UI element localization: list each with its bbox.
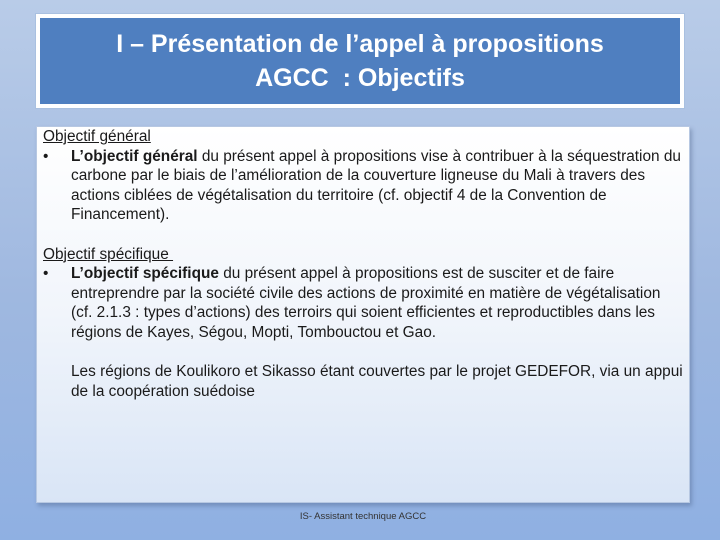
regions-note: Les régions de Koulikoro et Sikasso étant couvertes par le projet GEDEFOR, via un appui de la coopération suédoise xyxy=(71,363,683,400)
slide-title xyxy=(36,14,684,108)
general-objective-body: du présent appel à propositions vise à contribuer à la séquestration du carbone par le biais de l’amélioration de la couverture ligneuse du Mali à travers des actions ciblées de végétalisation du territoire (cf. objectif 4 de la Convention de Financement). xyxy=(71,147,681,223)
footer-credit: IS- Assistant technique AGCC xyxy=(299,511,427,522)
specific-objective-body: du présent appel à propositions est de susciter et de faire entreprendre par la société civile des actions de proximité en matière de végétalisation (cf. 2.1.3 : types d’actions) des terroirs qui soient efficientes et reproductibles dans les régions de Kayes, Ségou, Mopti, Tombouctou et Gao. xyxy=(71,265,661,341)
general-objective-lead: L’objectif général xyxy=(71,147,198,165)
content-text xyxy=(43,127,683,401)
specific-objective-lead: L’objectif spécifique xyxy=(71,265,219,282)
bullet-icon: • xyxy=(43,147,49,165)
specific-objective-heading: Objectif spécifique xyxy=(43,245,174,263)
specific-objective-bullet xyxy=(43,264,683,342)
title-line-2: AGCC : Objectifs xyxy=(255,64,465,92)
bullet-icon: • xyxy=(43,265,49,282)
title-line-1: I – Présentation de l’appel à propositions xyxy=(116,30,604,58)
general-objective-bullet xyxy=(43,147,683,225)
general-objective-heading: Objectif général xyxy=(43,128,151,145)
content-panel xyxy=(36,126,690,522)
